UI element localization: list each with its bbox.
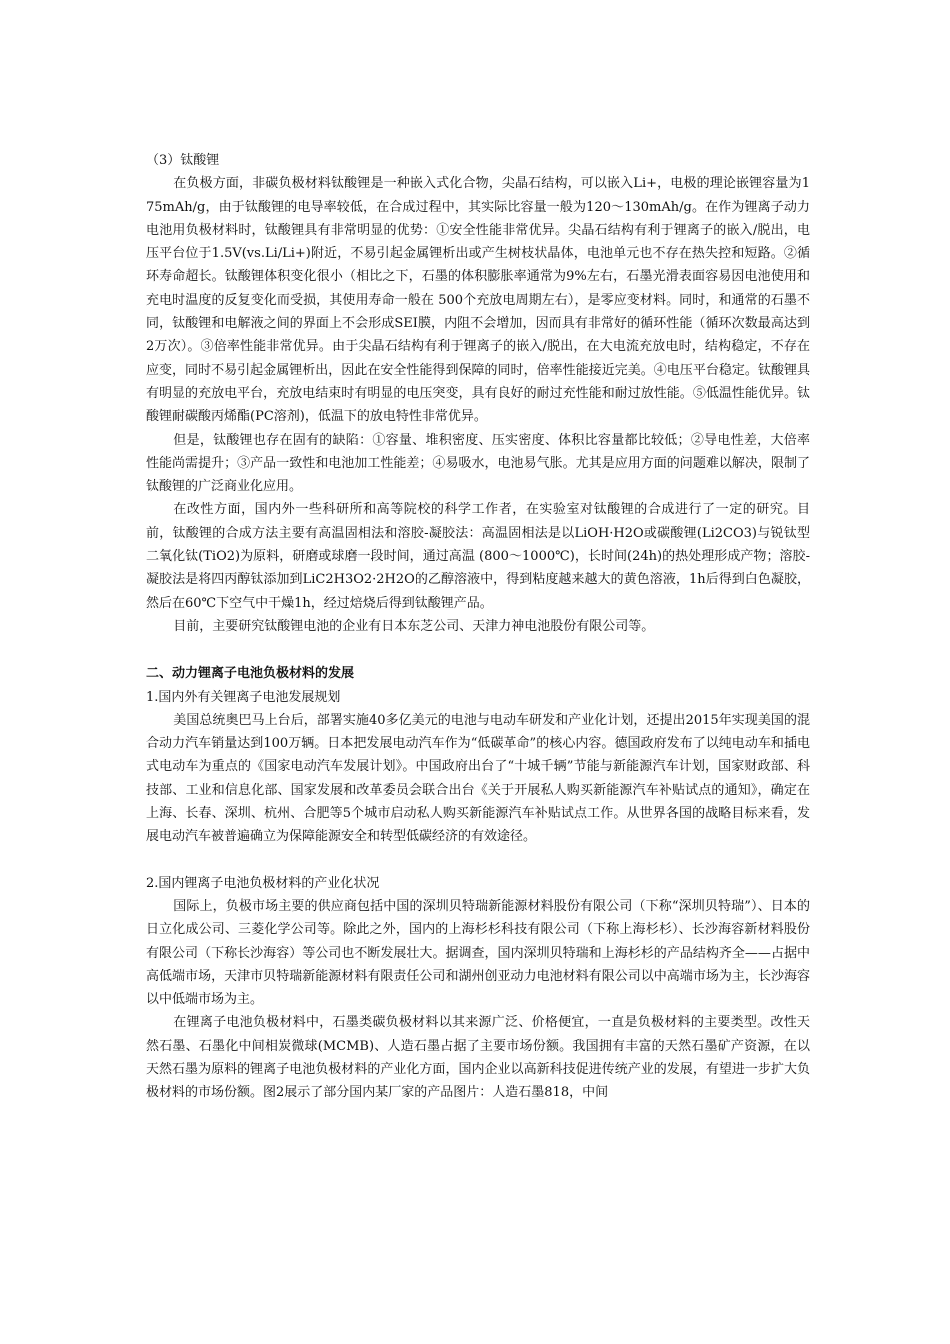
document-page: [146, 149, 810, 1105]
section-3-title: （3）钛酸锂: [146, 153, 220, 168]
subsection-1-title: 1.国内外有关锂离子电池发展规划: [146, 689, 341, 705]
paragraph-graphite: 在锂离子电池负极材料中，石墨类碳负极材料以其来源广泛、价格便宜，一直是负极材料的主要类型。改性天然石墨、石墨化中间相炭微球(MCMB)、人造石墨占据了主要市场份额。我国拥有丰富的天然石墨矿产资源，在以天然石墨为原料的锂离子电池负极材料的产业化方面，国内企业以高新科技促进传统产业的发展，有望进一步扩大负极材料的市场份额。图2展示了部分国内某厂家的产品图片：人造石墨818，中间: [146, 1015, 810, 1101]
section-gap: [146, 638, 810, 662]
paragraph-ev-plans: 美国总统奥巴马上台后，部署实施40多亿美元的电池与电动车研发和产业化计划，还提出2015年实现美国的混合动力汽车销量达到100万辆。日本把发展电动汽车作为“低碳革命”的核心内容。德国政府发布了以纯电动车和插电式电动车为重点的《国家电动汽车发展计划》。中国政府出台了“十城千辆”节能与新能源汽车计划，国家财政部、科技部、工业和信息化部、国家发展和改革委员会联合出台《关于开展私人购买新能源汽车补贴试点的通知》，确定在上海、长春、深圳、杭州、合肥等5个城市启动私人购买新能源汽车补贴试点工作。从世界各国的战略目标来看，发展电动汽车被普遍确立为保障能源安全和转型低碳经济的有效途径。: [146, 712, 810, 845]
subsection-gap: [146, 849, 810, 872]
paragraph-lto-companies: 目前，主要研究钛酸锂电池的企业有日本东芝公司、天津力神电池股份有限公司等。: [173, 618, 655, 634]
subsection-2-title: 2.国内锂离子电池负极材料的产业化状况: [146, 875, 380, 891]
paragraph-lto-advantages: 在负极方面，非碳负极材料钛酸锂是一种嵌入式化合物，尖晶石结构，可以嵌入Li+，电极的理论嵌锂容量为175mAh/g，由于钛酸锂的电导率较低，在合成过程中，其实际比容量一般为120～130mAh/g。在作为锂离子动力电池用负极材料时，钛酸锂具有非常明显的优势：①安全性能非常优异。尖晶石结构有利于锂离子的嵌入/脱出，电压平台位于1.5V(vs.Li/Li+)附近，不易引起金属锂析出或产生树枝状晶体，电池单元也不存在热失控和短路。②循环寿命超长。钛酸锂体积变化很小（相比之下，石墨的体积膨胀率通常为9%左右，石墨光滑表面容易因电池使用和充电时温度的反复变化而受损，其使用寿命一般在 500个充放电周期左右），是零应变材料。同时，和通常的石墨不同，钛酸锂和电解液之间的界面上不会形成SEI膜，内阻不会增加，因而具有非常好的循环性能（循环次数最高达到2万次）。③倍率性能非常优异。由于尖晶石结构有利于锂离子的嵌入/脱出，在大电流充放电时，结构稳定，不存在应变，同时不易引起金属锂析出，因此在安全性能得到保障的同时，倍率性能接近完美。④电压平台稳定。钛酸锂具有明显的充放电平台，充放电结束时有明显的电压突变，具有良好的耐过充性能和耐过放性能。⑤低温性能优异。钛酸锂耐碳酸丙烯酯(PC溶剂)，低温下的放电特性非常优异。: [146, 176, 810, 425]
paragraph-lto-defects: 但是，钛酸锂也存在固有的缺陷：①容量、堆积密度、压实密度、体积比容量都比较低；②导电性差，大倍率性能尚需提升；③产品一致性和电池加工性能差；④易吸水，电池易气胀。尤其是应用方面的问题难以解决，限制了钛酸锂的广泛商业化应用。: [146, 432, 810, 495]
paragraph-lto-synthesis: 在改性方面，国内外一些科研所和高等院校的科学工作者，在实验室对钛酸锂的合成进行了一定的研究。目前，钛酸锂的合成方法主要有高温固相法和溶胶-凝胶法：高温固相法是以LiOH·H2O或碳酸锂(Li2CO3)与锐钛型二氧化钛(TiO2)为原料，研磨或球磨一段时间，通过高温 (800～1000℃)，长时间(24h)的热处理形成产物；溶胶-凝胶法是将四丙醇钛添加到LiC2H3O2·2H2O的乙醇溶液中，得到粘度越来越大的黄色溶液，1h后得到白色凝胶，然后在60℃下空气中干燥1h，经过焙烧后得到钛酸锂产品。: [146, 502, 810, 611]
paragraph-suppliers: 国际上，负极市场主要的供应商包括中国的深圳贝特瑞新能源材料股份有限公司（下称“深圳贝特瑞”）、日本的日立化成公司、三菱化学公司等。除此之外，国内的上海杉杉科技有限公司（下称上海杉杉）、长沙海容新材料股份有限公司（下称长沙海容）等公司也不断发展壮大。据调查，国内深圳贝特瑞和上海杉杉的产品结构齐全——占据中高低端市场，天津市贝特瑞新能源材料有限责任公司和湖州创亚动力电池材料有限公司以中高端市场为主，长沙海容以中低端市场为主。: [146, 898, 810, 1008]
section-two-heading: 二、动力锂离子电池负极材料的发展: [146, 666, 355, 682]
